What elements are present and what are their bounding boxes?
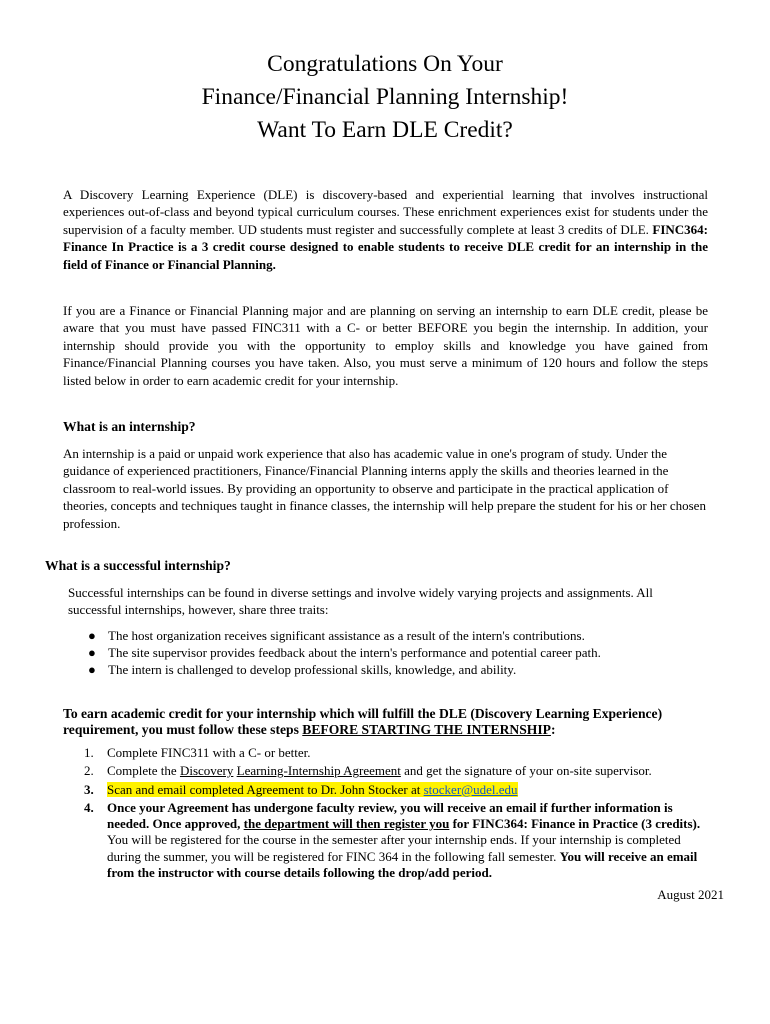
intro-bold-text: FINC364: Finance In Practice is a 3 credit course designed to enable students to receive DLE credit for an internship in the field of Finance or Financial Planning.	[63, 221, 708, 272]
list-item	[88, 627, 728, 644]
step-text-end: and get the signature of your on-site supervisor.	[400, 763, 652, 779]
discovery-link[interactable]: Discovery	[179, 763, 234, 779]
step-4	[84, 800, 704, 881]
step-text: Complete the	[107, 763, 180, 779]
step-3	[84, 782, 704, 798]
step-2	[84, 763, 704, 779]
what-is-internship-text: An internship is a paid or unpaid work experience that also has academic value in one's program of study. Under the guidance of experienced practitioners, Finance/Financial Planning interns apply the skills and theories learned in the classroom to real-world issues. By providing an opportunity to observe and participate in the practical application of theories, concepts and techniques taught in finance classes, the internship will help prepare the student for his or her chosen profession.	[63, 446, 706, 531]
step-text: Scan and email completed Agreement to Dr. John Stocker at	[107, 781, 424, 797]
before-starting-underlined: BEFORE STARTING THE INTERNSHIP	[302, 722, 551, 737]
step-number: 4.	[84, 799, 94, 815]
step-bold-underlined: the department will then register you	[243, 816, 450, 832]
title-line-2: Finance/Financial Planning Internship!	[201, 84, 569, 110]
list-item	[88, 661, 728, 678]
trait-text: The host organization receives significant assistance as a result of the intern's contributions.	[108, 628, 585, 643]
intro-text: A Discovery Learning Experience (DLE) is discovery-based and experiential learning that involves instructional experiences out-of-class and beyond typical curriculum courses. These enrichment experiences exist for students under the supervision of a faculty member. UD students must register and successfully complete at least 3 credits of DLE.	[63, 187, 708, 237]
title-line-3: Want To Earn DLE Credit?	[257, 117, 513, 143]
trait-text: The intern is challenged to develop professional skills, knowledge, and ability.	[108, 662, 517, 677]
document-title	[0, 48, 770, 147]
step-number: 1.	[84, 745, 94, 760]
document-date: August 2021	[657, 887, 724, 902]
earn-credit-heading	[63, 706, 723, 738]
agreement-link[interactable]: Learning-Internship Agreement	[236, 763, 401, 779]
list-item	[88, 644, 728, 661]
bullet-icon: ●	[88, 662, 96, 677]
trait-text: The site supervisor provides feedback about the intern's performance and potential career path.	[108, 645, 601, 660]
earn-credit-text: To earn academic credit for your internship which will fulfill the DLE (Discovery Learning Experience) requirement, you must follow these steps	[63, 706, 663, 737]
highlighted-instruction	[107, 782, 518, 797]
earn-colon: :	[550, 722, 556, 737]
steps-list	[84, 745, 704, 883]
step-bold-final: You will receive an email from the instructor with course details following the drop/add period.	[107, 848, 698, 881]
step-text: You will be registered for the course in the semester after your internship ends. If your internship is completed during the summer, you will be registered for FINC 364 in the following fall semester.	[107, 832, 681, 864]
traits-list	[88, 627, 728, 678]
intro-paragraph	[63, 186, 708, 273]
successful-internship-text: Successful internships can be found in diverse settings and involve widely varying projects and assignments. All successful internships, however, share three traits:	[68, 585, 653, 618]
step-number: 3.	[84, 781, 94, 797]
step-bold-text: Once your Agreement has undergone faculty review, you will receive an email if further information is needed. Once approved,	[107, 799, 673, 832]
successful-internship-heading: What is a successful internship?	[45, 558, 231, 573]
step-bold-course: for FINC364: Finance in Practice (3 credits).	[449, 816, 701, 832]
email-link[interactable]: stocker@udel.edu	[423, 781, 518, 797]
step-text: Complete FINC311 with a C- or better.	[107, 745, 311, 760]
title-line-1: Congratulations On Your	[267, 51, 503, 77]
bullet-icon: ●	[88, 628, 96, 643]
step-1	[84, 745, 704, 761]
requirements-paragraph: If you are a Finance or Financial Planning major and are planning on serving an internship to earn DLE credit, please be aware that you must have passed FINC311 with a C- or better BEFORE you begin the internship. In addition, your internship should provide you with the opportunity to employ skills and knowledge you have gained from Finance/Financial Planning courses you have taken. Also, you must serve a minimum of 120 hours and follow the steps listed below in order to earn academic credit for your internship.	[63, 303, 708, 388]
bullet-icon: ●	[88, 645, 96, 660]
step-number: 2.	[84, 763, 94, 779]
what-is-internship-heading: What is an internship?	[63, 419, 196, 434]
